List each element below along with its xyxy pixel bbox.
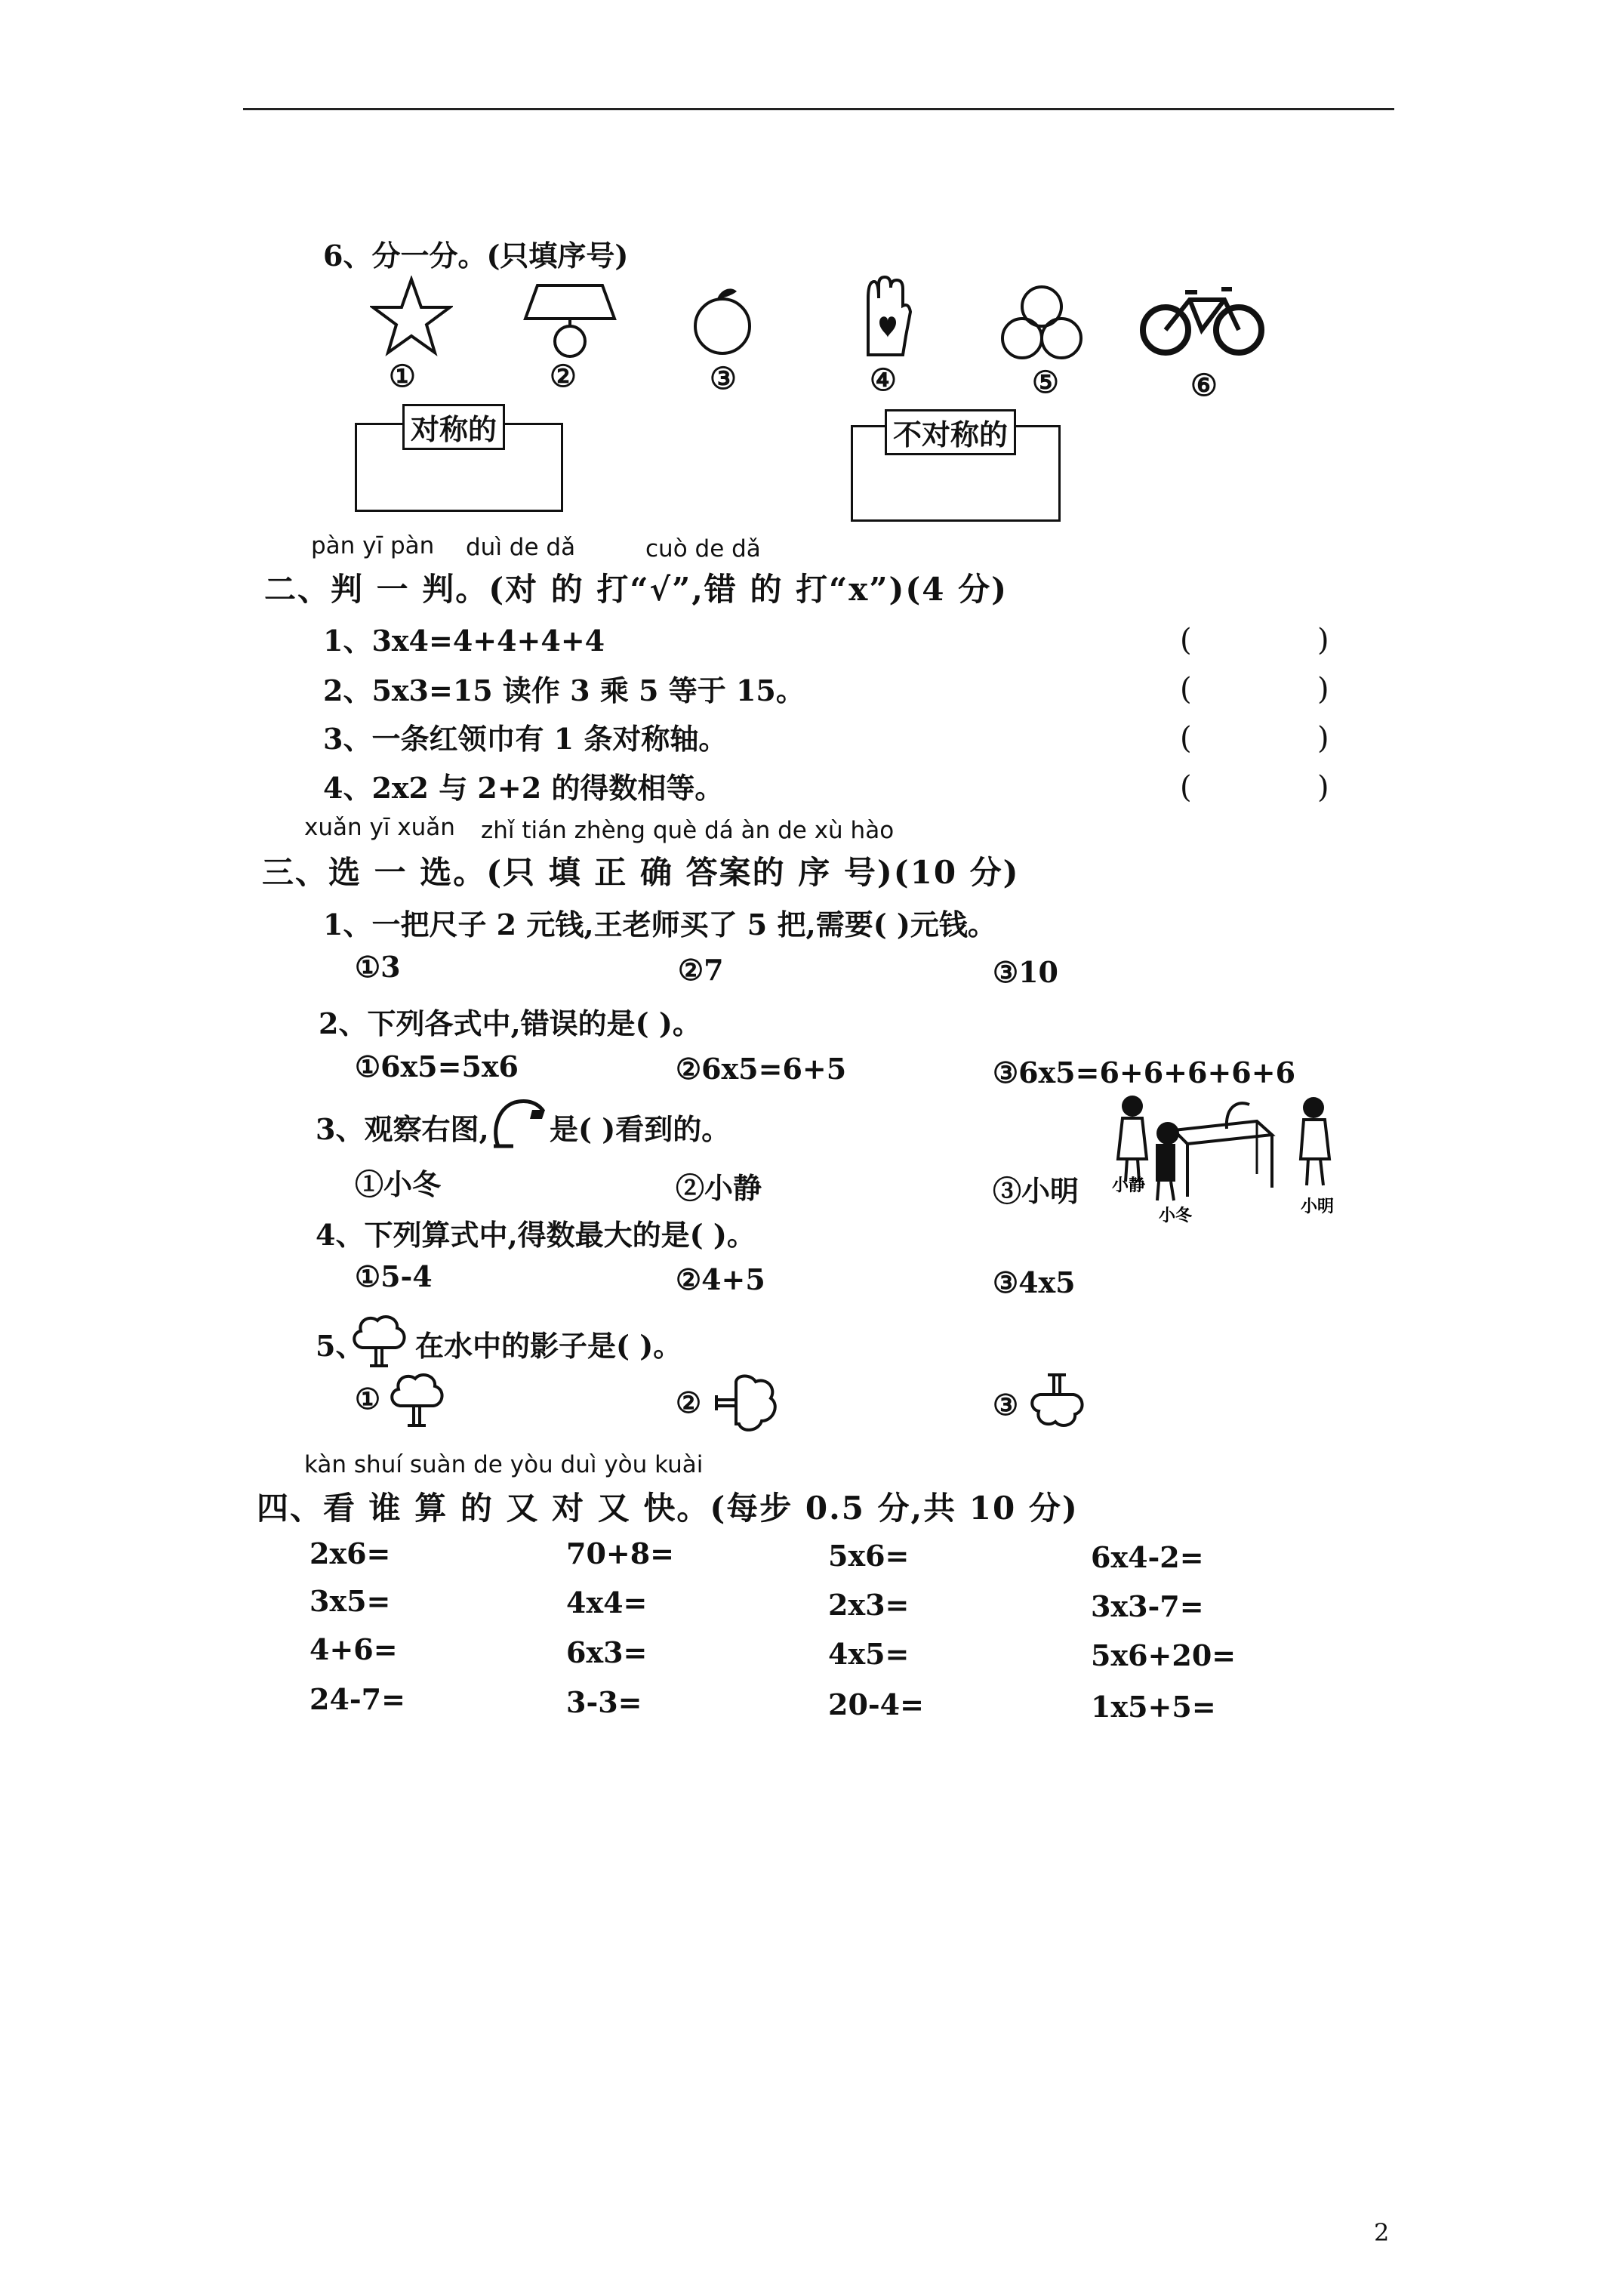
judge-item-1: 1、3x4=4+4+4+4 (323, 624, 605, 658)
calc-item: 24-7= (310, 1682, 405, 1716)
choice-q1-option[interactable]: ②7 (678, 953, 724, 987)
choice-q2: 2、下列各式中,错误的是( )。 (319, 1006, 701, 1040)
answer-paren-close: ) (1317, 770, 1329, 805)
calc-item: 4x5= (828, 1637, 910, 1671)
bicycle-icon (1140, 283, 1264, 359)
calc-item: 3x3-7= (1091, 1589, 1204, 1623)
answer-paren-open[interactable]: ( (1180, 672, 1192, 707)
section3-title: 三、选 一 选。(只 填 正 确 答案的 序 号)(10 分) (262, 854, 1020, 891)
choice-q3-option[interactable]: ②小静 (676, 1171, 762, 1205)
shape-label-4: ④ (870, 362, 897, 398)
calc-item: 20-4= (828, 1687, 924, 1721)
choice-q2-option[interactable]: ③6x5=6+6+6+6+6 (993, 1056, 1296, 1089)
shape-label-5: ⑤ (1032, 365, 1059, 400)
choice-q1-option[interactable]: ①3 (355, 950, 401, 984)
judge-item-2: 2、5x3=15 读作 3 乘 5 等于 15。 (323, 673, 805, 707)
shape-label-3: ③ (710, 361, 737, 396)
header-rule (243, 108, 1394, 110)
answer-paren-close: ) (1317, 721, 1329, 756)
choice-q5-option[interactable]: ① (355, 1382, 381, 1416)
choice-q3-option[interactable]: ①小冬 (355, 1167, 442, 1201)
symmetric-label: 对称的 (402, 404, 505, 450)
lamp-icon (521, 279, 619, 362)
three-circles-icon (996, 281, 1087, 364)
figure-label-xiaoming: 小明 (1301, 1197, 1335, 1216)
tree-sideways-icon (713, 1374, 781, 1435)
section4-title: 四、看 谁 算 的 又 对 又 快。(每步 0.5 分,共 10 分) (257, 1490, 1079, 1527)
pinyin: pàn yī pàn (311, 532, 435, 559)
calc-item: 70+8= (566, 1536, 675, 1570)
shape-label-1: ① (389, 359, 416, 394)
children-table-illustration (1106, 1091, 1355, 1223)
calc-item: 1x5+5= (1091, 1690, 1216, 1724)
tree-upright-icon (387, 1367, 447, 1435)
answer-paren-open[interactable]: ( (1180, 721, 1192, 756)
choice-q4: 4、下列算式中,得数最大的是( )。 (316, 1218, 756, 1252)
choice-q5-rest: 在水中的影子是( )。 (415, 1329, 682, 1363)
choice-q3-option[interactable]: ③小明 (993, 1174, 1079, 1208)
shape-label-6: ⑥ (1190, 368, 1218, 403)
pinyin: zhǐ tián zhèng què dá àn de xù hào (481, 817, 895, 844)
choice-q2-option[interactable]: ①6x5=5x6 (355, 1049, 519, 1083)
answer-paren-close: ) (1317, 672, 1329, 707)
pinyin: duì de dǎ (466, 534, 576, 561)
calc-item: 3x5= (310, 1584, 391, 1618)
pinyin: cuò de dǎ (645, 535, 761, 562)
star-icon (370, 276, 453, 359)
calc-item: 4+6= (310, 1632, 398, 1666)
choice-q2-option[interactable]: ②6x5=6+5 (676, 1052, 847, 1086)
choice-q4-option[interactable]: ③4x5 (993, 1265, 1076, 1299)
glove-icon (861, 276, 913, 362)
desk-lamp-icon (491, 1093, 547, 1150)
answer-paren-open[interactable]: ( (1180, 623, 1192, 658)
calc-item: 5x6= (828, 1539, 910, 1573)
asymmetric-label: 不对称的 (885, 409, 1016, 455)
choice-q4-option[interactable]: ②4+5 (676, 1262, 765, 1296)
tree-upside-down-icon (1027, 1370, 1087, 1438)
tree-icon (349, 1310, 409, 1370)
answer-paren-open[interactable]: ( (1180, 770, 1192, 805)
calc-item: 4x4= (566, 1586, 648, 1620)
figure-label-xiaodong: 小冬 (1159, 1206, 1193, 1223)
choice-q3: 3、观察右图, (316, 1112, 489, 1146)
page-number: 2 (1374, 2218, 1390, 2247)
choice-q1: 1、一把尺子 2 元钱,王老师买了 5 把,需要( )元钱。 (323, 908, 996, 942)
calc-item: 3-3= (566, 1685, 642, 1719)
pinyin: xuǎn yī xuǎn (304, 814, 455, 841)
answer-paren-close: ) (1317, 623, 1329, 658)
choice-q5-option[interactable]: ③ (993, 1388, 1019, 1422)
calc-item: 6x4-2= (1091, 1540, 1204, 1574)
choice-q3-rest: 是( )看到的。 (550, 1112, 731, 1146)
choice-q5-option[interactable]: ② (676, 1385, 702, 1419)
calc-item: 5x6+20= (1091, 1638, 1236, 1672)
section2-title: 二、判 一 判。(对 的 打“√”,错 的 打“x”)(4 分) (264, 571, 1008, 608)
calc-item: 2x6= (310, 1536, 391, 1570)
apple-icon (687, 281, 759, 360)
figure-label-xiaojing: 小静 (1112, 1176, 1146, 1195)
choice-q5: 5、 (316, 1329, 365, 1363)
judge-item-4: 4、2x2 与 2+2 的得数相等。 (323, 771, 724, 805)
calc-item: 2x3= (828, 1588, 910, 1622)
section6-title: 6、分一分。(只填序号) (323, 239, 629, 273)
choice-q1-option[interactable]: ③10 (993, 955, 1058, 989)
shape-label-2: ② (550, 359, 577, 394)
judge-item-3: 3、一条红领巾有 1 条对称轴。 (323, 722, 728, 756)
calc-item: 6x3= (566, 1635, 648, 1669)
pinyin: kàn shuí suàn de yòu duì yòu kuài (304, 1451, 704, 1478)
choice-q4-option[interactable]: ①5-4 (355, 1259, 433, 1293)
